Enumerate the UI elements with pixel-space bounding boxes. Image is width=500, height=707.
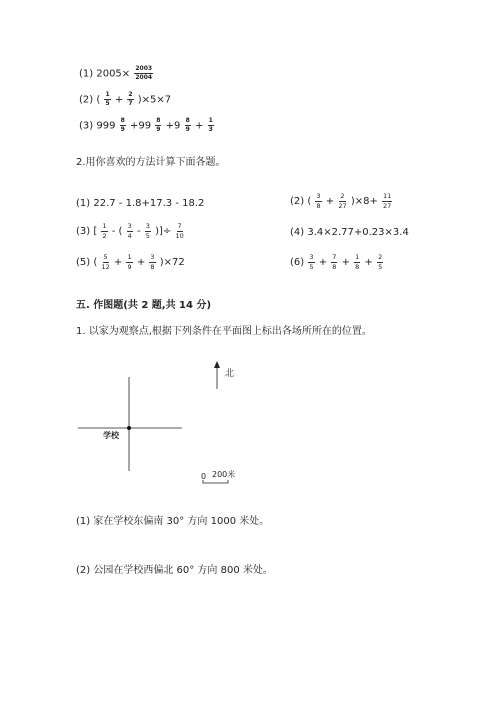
- scale-label: 200米: [212, 470, 236, 479]
- calc-5: (5) ( $\frac{5}{12}$ + $\frac{1}{9}$ + $\frac{3}{8}$ )×72: [76, 253, 185, 271]
- fraction: $\frac{7}{10}$: [175, 222, 184, 240]
- problem-2-text: (2) (: [79, 94, 101, 106]
- drawing-question: 1. 以家为观察点,根据下列条件在平面图上标出各场所所在的位置。: [76, 326, 372, 337]
- fraction: $\frac{3}{5}$: [145, 222, 150, 240]
- problem-3: (3) 999 $\frac{8}{9}$ +99 $\frac{8}{9}$ +9 $\frac{8}{9}$ + $\frac{1}{3}$: [79, 117, 213, 133]
- calc-2: (2) ( $\frac{3}{8}$ + $\frac{2}{27}$ )×8+ $\frac{11}{27}$: [290, 192, 392, 210]
- north-arrow-icon: [214, 361, 220, 368]
- condition-2: (2) 公园在学校西偏北 60° 方向 800 米处。: [76, 565, 273, 576]
- scale-zero: 0: [201, 472, 207, 481]
- calc-6: (6) $\frac{3}{5}$ + $\frac{7}{8}$ + $\frac{1}{8}$ + $\frac{2}{5}$: [290, 253, 383, 271]
- problem-3-text: (3) 999: [79, 120, 116, 132]
- fraction: $\frac{1}{9}$: [127, 253, 132, 271]
- fraction: $\frac{3}{5}$: [309, 253, 314, 271]
- section-2-heading: 2.用你喜欢的方法计算下面各题。: [76, 157, 226, 168]
- fraction: $\frac{3}{8}$: [150, 253, 155, 271]
- fraction: $\frac{7}{8}$: [332, 253, 337, 271]
- fraction: $\frac{8}{9}$: [120, 117, 125, 133]
- fraction: $\frac{2}{5}$: [378, 253, 383, 271]
- fraction: $\frac{1}{8}$: [355, 253, 360, 271]
- fraction: $\frac{2}{27}$: [338, 192, 347, 210]
- calc-3: (3) [ $\frac{1}{2}$ - ( $\frac{3}{4}$ - $\frac{3}{5}$ )]÷ $\frac{7}{10}$: [76, 222, 184, 240]
- fraction: $\frac{2003}{2004}$: [135, 65, 153, 81]
- section-5-title: 五. 作图题(共 2 题,共 14 分): [76, 300, 212, 311]
- fraction: $\frac{1}{5}$: [105, 91, 110, 107]
- problem-2: (2) ( $\frac{1}{5}$ + $\frac{2}{7}$ )×5×7: [79, 91, 172, 107]
- school-label: 学校: [103, 431, 119, 440]
- north-label: 北: [225, 369, 235, 379]
- condition-1: (1) 家在学校东偏南 30° 方向 1000 米处。: [76, 516, 270, 527]
- fraction: $\frac{11}{27}$: [383, 192, 392, 210]
- fraction: $\frac{8}{9}$: [156, 117, 161, 133]
- fraction: $\frac{3}{4}$: [127, 222, 132, 240]
- scale-bar: [203, 480, 228, 483]
- fraction: $\frac{5}{12}$: [101, 253, 110, 271]
- problem-1-text: (1) 2005×: [79, 68, 131, 80]
- fraction: $\frac{1}{2}$: [102, 222, 107, 240]
- fraction: $\frac{8}{9}$: [185, 117, 190, 133]
- origin-point: [127, 426, 131, 430]
- calc-4: (4) 3.4×2.77+0.23×3.4: [290, 227, 409, 238]
- fraction: $\frac{2}{7}$: [128, 91, 133, 107]
- calc-1: (1) 22.7 - 1.8+17.3 - 18.2: [76, 198, 205, 209]
- fraction: $\frac{1}{3}$: [208, 117, 213, 133]
- fraction: $\frac{3}{8}$: [316, 192, 321, 210]
